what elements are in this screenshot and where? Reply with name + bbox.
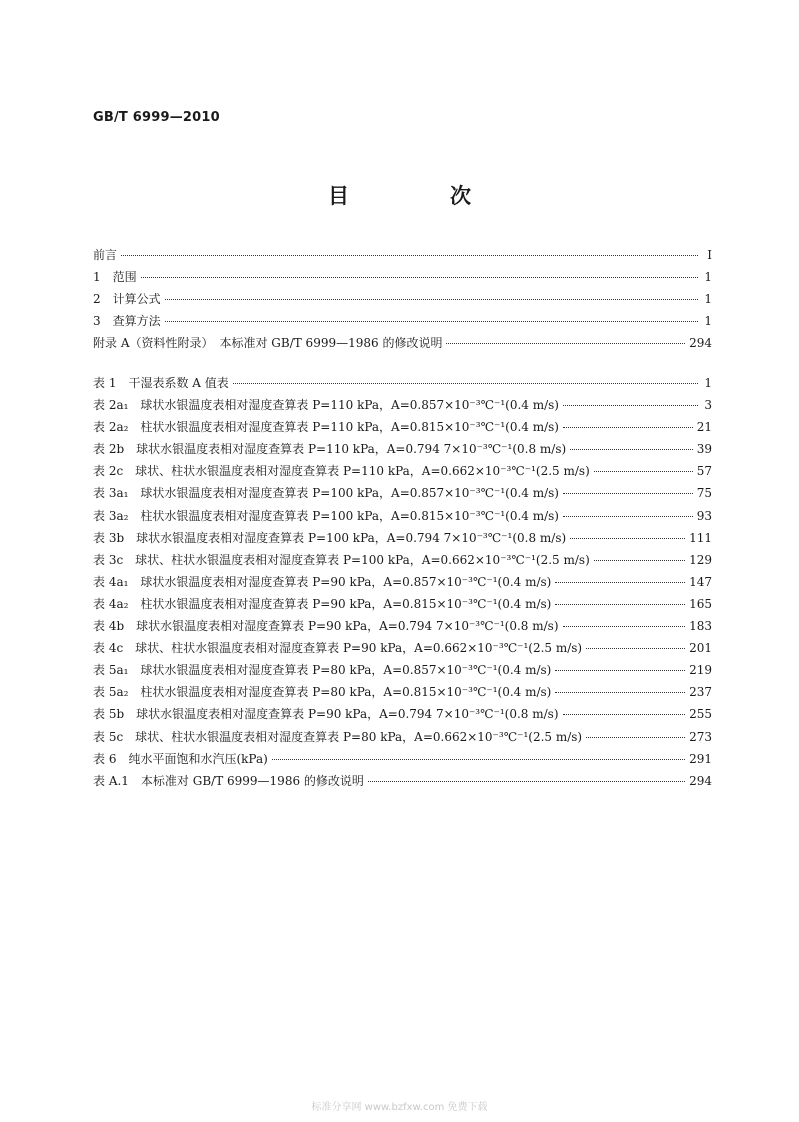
toc-entry-page: 75 — [696, 486, 712, 501]
toc-entry[interactable] — [93, 505, 712, 527]
toc-entry-page: 111 — [689, 530, 712, 545]
toc-entry-label: 表 2b 球状水银温度表相对湿度查算表 P=110 kPa，A=0.794 7×10⁻³℃⁻¹(0.8 m/s) — [93, 442, 567, 457]
toc-entry-page: 291 — [689, 751, 712, 766]
toc-entry[interactable] — [93, 244, 712, 266]
toc-entry-page: 1 — [704, 270, 712, 285]
toc-entry[interactable] — [93, 310, 712, 332]
toc-entry-label: 附录 A（资料性附录） 本标准对 GB/T 6999—1986 的修改说明 — [93, 336, 443, 351]
toc-entry-page: 237 — [689, 685, 712, 700]
toc-entry-label: 表 4b 球状水银温度表相对湿度查算表 P=90 kPa，A=0.794 7×10⁻³℃⁻¹(0.8 m/s) — [93, 619, 559, 634]
toc-entry-page: 219 — [689, 663, 712, 678]
dot-leader — [563, 405, 698, 406]
dot-leader — [165, 299, 698, 300]
toc-entry-label: 2 计算公式 — [93, 292, 161, 307]
toc-entry-label: 表 5a₁ 球状水银温度表相对湿度查算表 P=80 kPa，A=0.857×10⁻³℃⁻¹(0.4 m/s) — [93, 663, 552, 678]
toc-entry[interactable] — [93, 332, 712, 354]
toc-entry-page: 165 — [689, 596, 712, 611]
toc-entry-label: 3 查算方法 — [93, 314, 161, 329]
toc-entry[interactable] — [93, 703, 712, 725]
toc-entry-label: 表 4a₂ 柱状水银温度表相对湿度查算表 P=90 kPa，A=0.815×10⁻³℃⁻¹(0.4 m/s) — [93, 596, 552, 611]
toc-entry[interactable] — [93, 527, 712, 549]
toc-entry-page: 21 — [696, 420, 712, 435]
toc-entry[interactable] — [93, 681, 712, 703]
toc-entry-page: 147 — [689, 574, 712, 589]
dot-leader — [233, 383, 698, 384]
footer-watermark: 标准分享网 www.bzfxw.com 免费下载 — [311, 1102, 488, 1113]
toc-entry-label: 表 2a₂ 柱状水银温度表相对湿度查算表 P=110 kPa，A=0.815×10⁻³℃⁻¹(0.4 m/s) — [93, 420, 559, 435]
toc-entry[interactable] — [93, 571, 712, 593]
toc-entry[interactable] — [93, 394, 712, 416]
toc-entry-label: 表 A.1 本标准对 GB/T 6999—1986 的修改说明 — [93, 773, 364, 788]
toc-entry-page: 1 — [704, 314, 712, 329]
toc-entry-label: 表 6 纯水平面饱和水汽压(kPa) — [93, 751, 268, 766]
toc-entry-page: 93 — [696, 508, 712, 523]
toc-entry-page: Ⅰ — [707, 248, 712, 262]
dot-leader — [570, 449, 693, 450]
toc-tables — [93, 372, 712, 792]
dot-leader — [594, 560, 685, 561]
dot-leader — [368, 781, 685, 782]
dot-leader — [555, 604, 685, 605]
toc-entry-page: 39 — [696, 442, 712, 457]
dot-leader — [586, 737, 685, 738]
dot-leader — [555, 670, 685, 671]
toc-entry[interactable] — [93, 549, 712, 571]
toc-entry-page: 294 — [689, 336, 712, 351]
toc-entry[interactable] — [93, 615, 712, 637]
toc-entry-label: 表 2a₁ 球状水银温度表相对湿度查算表 P=110 kPa，A=0.857×10⁻³℃⁻¹(0.4 m/s) — [93, 398, 559, 413]
dot-leader — [165, 321, 698, 322]
standard-code: GB/T 6999—2010 — [93, 110, 220, 125]
toc-entry[interactable] — [93, 659, 712, 681]
dot-leader — [141, 277, 698, 278]
toc-entry[interactable] — [93, 438, 712, 460]
dot-leader — [446, 343, 685, 344]
dot-leader — [555, 582, 685, 583]
toc-entry-label: 表 5a₂ 柱状水银温度表相对湿度查算表 P=80 kPa，A=0.815×10⁻³℃⁻¹(0.4 m/s) — [93, 685, 552, 700]
toc-entry-label: 1 范围 — [93, 270, 137, 285]
toc-entry-page: 201 — [689, 641, 712, 656]
toc-entry[interactable] — [93, 726, 712, 748]
toc-entry[interactable] — [93, 637, 712, 659]
toc-entry-page: 273 — [689, 729, 712, 744]
toc-entry-page: 129 — [689, 552, 712, 567]
dot-leader — [594, 471, 693, 472]
toc-entry-label: 表 4c 球状、柱状水银温度表相对湿度查算表 P=90 kPa，A=0.662×10⁻³℃⁻¹(2.5 m/s) — [93, 641, 583, 656]
toc-entry[interactable] — [93, 416, 712, 438]
toc-entry-page: 1 — [704, 376, 712, 390]
toc-entry-label: 表 2c 球状、柱状水银温度表相对湿度查算表 P=110 kPa，A=0.662×10⁻³℃⁻¹(2.5 m/s) — [93, 464, 590, 479]
toc-entry-label: 表 3b 球状水银温度表相对湿度查算表 P=100 kPa，A=0.794 7×10⁻³℃⁻¹(0.8 m/s) — [93, 530, 567, 545]
toc-entry[interactable] — [93, 266, 712, 288]
dot-leader — [563, 427, 693, 428]
toc-entry-page: 183 — [689, 619, 712, 634]
toc-chapters — [93, 244, 712, 354]
page-title: 目 次 — [328, 184, 511, 208]
toc-entry[interactable] — [93, 460, 712, 482]
toc-entry-page: 57 — [696, 464, 712, 479]
toc-entry[interactable] — [93, 593, 712, 615]
toc-entry-label: 表 3a₁ 球状水银温度表相对湿度查算表 P=100 kPa，A=0.857×10⁻³℃⁻¹(0.4 m/s) — [93, 486, 559, 501]
dot-leader — [563, 493, 693, 494]
toc-entry-page: 1 — [704, 292, 712, 307]
toc-entry-page: 294 — [689, 773, 712, 788]
toc-entry-page: 255 — [689, 707, 712, 722]
toc-entry-label: 表 5c 球状、柱状水银温度表相对湿度查算表 P=80 kPa，A=0.662×10⁻³℃⁻¹(2.5 m/s) — [93, 729, 583, 744]
dot-leader — [563, 516, 693, 517]
toc-entry-label: 表 4a₁ 球状水银温度表相对湿度查算表 P=90 kPa，A=0.857×10⁻³℃⁻¹(0.4 m/s) — [93, 574, 552, 589]
dot-leader — [586, 648, 685, 649]
toc-entry[interactable] — [93, 288, 712, 310]
dot-leader — [272, 759, 685, 760]
toc-entry-label: 表 3a₂ 柱状水银温度表相对湿度查算表 P=100 kPa，A=0.815×10⁻³℃⁻¹(0.4 m/s) — [93, 508, 559, 523]
dot-leader — [563, 626, 686, 627]
toc-entry-label: 表 5b 球状水银温度表相对湿度查算表 P=90 kPa，A=0.794 7×10⁻³℃⁻¹(0.8 m/s) — [93, 707, 559, 722]
dot-leader — [121, 255, 698, 256]
toc-entry-label: 表 1 干湿表系数 A 值表 — [93, 376, 229, 390]
dot-leader — [563, 714, 686, 715]
toc-entry-label: 表 3c 球状、柱状水银温度表相对湿度查算表 P=100 kPa，A=0.662×10⁻³℃⁻¹(2.5 m/s) — [93, 552, 590, 567]
dot-leader — [555, 692, 685, 693]
toc-entry[interactable] — [93, 372, 712, 394]
toc-entry[interactable] — [93, 770, 712, 792]
toc-entry[interactable] — [93, 748, 712, 770]
toc-entry[interactable] — [93, 482, 712, 504]
toc-entry-label: 前言 — [93, 248, 118, 262]
dot-leader — [570, 538, 685, 539]
toc-entry-page: 3 — [704, 398, 712, 413]
